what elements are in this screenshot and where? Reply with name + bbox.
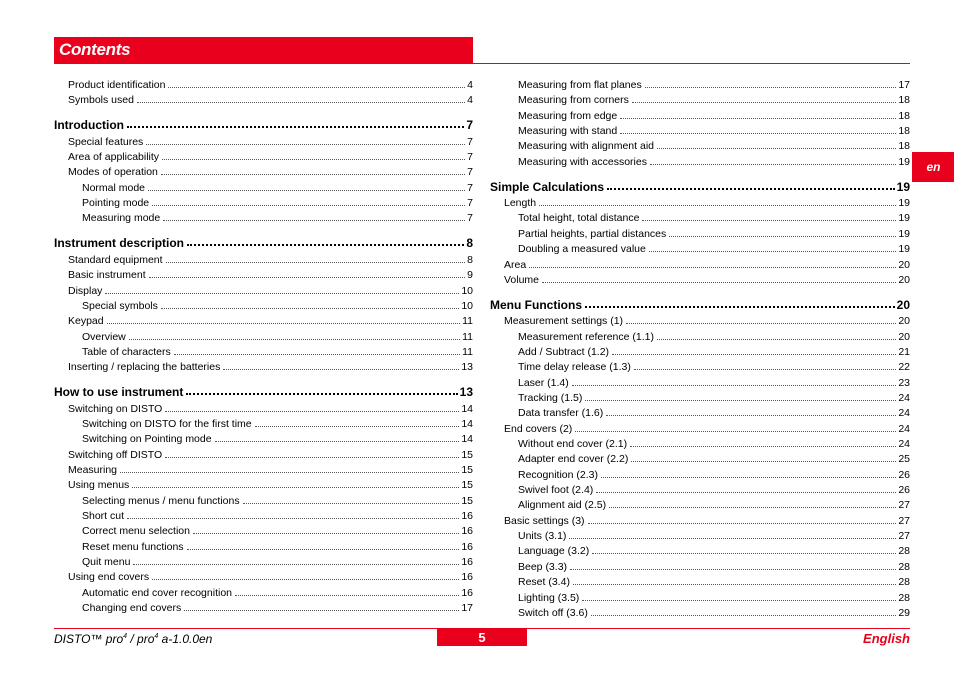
toc-entry[interactable]	[518, 123, 910, 137]
toc-entry-page: 28	[898, 591, 910, 604]
toc-leader-dots	[127, 125, 464, 128]
toc-entry-label: Introduction	[54, 118, 124, 133]
toc-entry[interactable]	[68, 267, 473, 281]
toc-leader-dots	[163, 219, 465, 221]
toc-entry[interactable]	[518, 436, 910, 450]
toc-leader-dots	[165, 456, 459, 458]
toc-entry[interactable]	[504, 421, 910, 435]
toc-entry-label: Adapter end cover (2.2)	[518, 453, 629, 466]
page-title: Contents	[59, 40, 131, 59]
toc-leader-dots	[148, 189, 465, 191]
toc-entry-page: 19	[898, 212, 910, 225]
toc-entry-label: Measuring from corners	[518, 94, 629, 107]
toc-entry-label: Instrument description	[54, 236, 185, 251]
toc-entry[interactable]	[82, 554, 473, 568]
toc-section-entry[interactable]	[490, 297, 910, 311]
toc-entry-page: 15	[461, 479, 473, 492]
toc-entry-label: Measuring with alignment aid	[518, 140, 654, 153]
toc-leader-dots	[596, 491, 896, 493]
toc-entry-page: 14	[461, 402, 473, 415]
toc-entry-page: 7	[467, 166, 473, 179]
toc-leader-dots	[166, 261, 466, 263]
toc-entry[interactable]	[518, 543, 910, 557]
toc-entry-page: 20	[898, 330, 910, 343]
toc-entry-label: Special features	[68, 135, 144, 148]
toc-entry[interactable]	[82, 523, 473, 537]
toc-leader-dots	[161, 307, 459, 309]
toc-entry[interactable]	[68, 569, 473, 583]
footer-sup-1: 4	[123, 633, 128, 640]
toc-leader-dots	[626, 322, 896, 324]
toc-entry-page: 20	[898, 315, 910, 328]
toc-entry-label: Switching on DISTO	[68, 402, 163, 415]
toc-entry-label: Total height, total distance	[518, 212, 640, 225]
toc-entry-page: 24	[898, 422, 910, 435]
toc-entry-label: Measuring with accessories	[518, 155, 647, 168]
toc-entry-page: 18	[898, 140, 910, 153]
toc-leader-dots	[133, 563, 459, 565]
toc-entry-label: Switching on Pointing mode	[82, 433, 212, 446]
toc-entry-label: Automatic end cover recognition	[82, 586, 232, 599]
toc-entry-page: 7	[467, 181, 473, 194]
footer-language: English	[863, 631, 910, 646]
toc-entry-page: 16	[461, 586, 473, 599]
toc-entry[interactable]	[518, 467, 910, 481]
toc-entry-page: 4	[467, 79, 473, 91]
toc-leader-dots	[162, 158, 465, 160]
toc-entry-page: 8	[466, 236, 473, 251]
toc-leader-dots	[649, 250, 896, 252]
toc-leader-dots	[607, 187, 895, 190]
toc-entry-page: 25	[898, 453, 910, 466]
toc-entry-page: 26	[898, 468, 910, 481]
toc-entry-label: Volume	[504, 273, 540, 286]
toc-entry-label: Doubling a measured value	[518, 243, 646, 256]
toc-entry-page: 11	[462, 345, 473, 358]
toc-entry[interactable]	[518, 329, 910, 343]
toc-leader-dots	[612, 353, 896, 355]
toc-entry-label: Simple Calculations	[490, 179, 605, 194]
toc-entry[interactable]	[82, 210, 473, 224]
toc-entry-page: 24	[898, 438, 910, 450]
toc-entry[interactable]	[82, 416, 473, 430]
toc-entry-label: Basic instrument	[68, 269, 146, 282]
toc-leader-dots	[539, 204, 896, 206]
toc-entry-page: 20	[898, 258, 910, 271]
toc-entry[interactable]	[518, 497, 910, 511]
toc-entry-page: 27	[898, 530, 910, 543]
toc-entry-label: Data transfer (1.6)	[518, 407, 604, 420]
toc-entry[interactable]	[82, 344, 473, 358]
toc-entry-page: 16	[461, 540, 473, 553]
toc-leader-dots	[223, 368, 459, 370]
toc-entry-page: 20	[898, 273, 910, 286]
toc-entry[interactable]	[82, 329, 473, 343]
toc-entry[interactable]	[82, 600, 473, 614]
toc-entry-page: 11	[462, 330, 473, 343]
toc-leader-dots	[657, 338, 896, 340]
toc-entry-label: Measuring	[68, 464, 118, 476]
toc-entry[interactable]	[518, 390, 910, 404]
toc-entry[interactable]	[504, 313, 910, 327]
toc-entry-label: Area of applicability	[68, 151, 160, 164]
toc-entry-page: 16	[461, 571, 473, 584]
toc-leader-dots	[168, 86, 465, 88]
toc-entry-page: 20	[896, 297, 910, 312]
toc-entry[interactable]	[518, 574, 910, 588]
toc-entry-label: Partial heights, partial distances	[518, 227, 667, 240]
toc-entry-label: Switch off (3.6)	[518, 606, 588, 619]
toc-entry[interactable]	[518, 590, 910, 604]
toc-entry-label: Symbols used	[68, 94, 134, 107]
toc-entry[interactable]	[68, 92, 473, 106]
toc-entry-page: 19	[898, 243, 910, 256]
toc-leader-dots	[620, 132, 896, 134]
toc-leader-dots	[631, 460, 896, 462]
toc-entry[interactable]	[518, 451, 910, 465]
toc-entry-page: 18	[898, 125, 910, 138]
toc-entry[interactable]	[82, 539, 473, 553]
toc-entry-page: 16	[461, 525, 473, 538]
toc-entry-label: Display	[68, 284, 103, 297]
toc-entry[interactable]	[518, 482, 910, 496]
toc-section-entry[interactable]	[54, 235, 473, 249]
toc-entry[interactable]	[518, 528, 910, 542]
toc-entry-label: Inserting / replacing the batteries	[68, 361, 221, 374]
footer-version: a-1.0.0en	[158, 632, 213, 646]
toc-entry-label: Basic settings (3)	[504, 514, 585, 527]
toc-entry-label: Table of characters	[82, 345, 171, 358]
toc-entry-label: Using menus	[68, 479, 130, 492]
toc-entry-page: 19	[898, 197, 910, 210]
toc-entry-label: Pointing mode	[82, 197, 150, 210]
toc-leader-dots	[235, 594, 459, 596]
toc-entry-label: Switching off DISTO	[68, 448, 163, 461]
toc-entry-label: Without end cover (2.1)	[518, 438, 628, 450]
toc-entry-label: Recognition (2.3)	[518, 468, 598, 481]
footer-product-mid: / pro	[127, 632, 155, 646]
toc-entry[interactable]	[68, 77, 473, 91]
toc-entry-page: 9	[467, 269, 473, 282]
toc-entry-label: Add / Subtract (1.2)	[518, 345, 610, 358]
toc-leader-dots	[588, 522, 897, 524]
toc-entry-page: 15	[461, 494, 473, 507]
toc-entry[interactable]	[518, 344, 910, 358]
toc-entry-page: 7	[467, 212, 473, 225]
toc-leader-dots	[585, 305, 895, 308]
toc-entry-label: Time delay release (1.3)	[518, 361, 631, 374]
toc-entry[interactable]	[518, 405, 910, 419]
toc-entry[interactable]	[68, 313, 473, 327]
toc-leader-dots	[152, 578, 459, 580]
toc-leader-dots	[585, 399, 896, 401]
toc-entry-label: End covers (2)	[504, 422, 573, 435]
toc-entry[interactable]	[68, 401, 473, 415]
toc-leader-dots	[606, 414, 896, 416]
toc-entry-page: 14	[461, 417, 473, 430]
toc-leader-dots	[105, 292, 459, 294]
toc-entry-page: 11	[462, 315, 473, 328]
toc-entry-label: Keypad	[68, 315, 104, 328]
toc-entry-page: 7	[466, 118, 473, 133]
toc-entry[interactable]	[68, 477, 473, 491]
toc-leader-dots	[632, 101, 896, 103]
toc-entry-label: Language (3.2)	[518, 545, 590, 558]
toc-entry-page: 15	[461, 448, 473, 461]
toc-entry-page: 24	[898, 391, 910, 404]
toc-entry-page: 18	[898, 109, 910, 122]
toc-entry-page: 14	[461, 433, 473, 446]
toc-entry-label: Overview	[82, 330, 126, 343]
page-number: 5	[437, 629, 527, 646]
toc-entry[interactable]	[68, 447, 473, 461]
toc-entry-label: Area	[504, 258, 527, 271]
language-tab[interactable]: en	[912, 152, 954, 182]
toc-entry[interactable]	[518, 375, 910, 389]
toc-entry-page: 19	[896, 179, 910, 194]
footer-product-name: DISTO™ pro	[54, 632, 124, 646]
toc-leader-dots	[127, 517, 459, 519]
header-rule	[473, 63, 910, 64]
toc-entry-label: How to use instrument	[54, 385, 184, 400]
toc-entry-label: Switching on DISTO for the first time	[82, 417, 252, 430]
toc-entry-label: Lighting (3.5)	[518, 591, 580, 604]
toc-entry-page: 15	[461, 464, 473, 476]
toc-leader-dots	[542, 281, 896, 283]
toc-entry-label: Reset (3.4)	[518, 576, 570, 589]
toc-leader-dots	[174, 353, 460, 355]
toc-entry-page: 27	[898, 514, 910, 527]
toc-entry-page: 16	[461, 510, 473, 523]
toc-entry[interactable]	[68, 252, 473, 266]
toc-entry[interactable]	[518, 77, 910, 91]
toc-entry[interactable]	[82, 585, 473, 599]
toc-leader-dots	[573, 583, 896, 585]
toc-leader-dots	[107, 322, 460, 324]
toc-entry[interactable]	[518, 138, 910, 152]
toc-entry-label: Changing end covers	[82, 602, 182, 615]
toc-leader-dots	[669, 235, 896, 237]
toc-entry-label: Menu Functions	[490, 297, 582, 312]
toc-leader-dots	[657, 147, 896, 149]
toc-entry[interactable]	[504, 513, 910, 527]
toc-entry-page: 13	[461, 361, 473, 374]
toc-leader-dots	[570, 568, 896, 570]
toc-entry-label: Beep (3.3)	[518, 560, 568, 573]
toc-leader-dots	[572, 384, 897, 386]
toc-entry[interactable]	[68, 164, 473, 178]
toc-leader-dots	[591, 614, 896, 616]
toc-entry[interactable]	[518, 226, 910, 240]
toc-leader-dots	[137, 101, 465, 103]
toc-leader-dots	[592, 552, 896, 554]
toc-entry[interactable]	[518, 92, 910, 106]
toc-entry[interactable]	[82, 180, 473, 194]
toc-leader-dots	[529, 266, 896, 268]
toc-entry-label: Measurement reference (1.1)	[518, 330, 654, 343]
toc-entry-page: 7	[467, 151, 473, 164]
toc-entry[interactable]	[82, 195, 473, 209]
toc-leader-dots	[609, 506, 896, 508]
toc-entry-label: Measuring with stand	[518, 125, 618, 138]
toc-entry[interactable]	[68, 283, 473, 297]
toc-entry[interactable]	[82, 431, 473, 445]
toc-entry-label: Laser (1.4)	[518, 376, 569, 389]
toc-entry[interactable]	[68, 149, 473, 163]
toc-entry-page: 8	[467, 253, 473, 266]
toc-entry[interactable]	[518, 559, 910, 573]
toc-entry[interactable]	[518, 108, 910, 122]
toc-entry-label: Tracking (1.5)	[518, 391, 583, 404]
toc-entry-page: 22	[898, 361, 910, 374]
toc-entry-page: 17	[898, 79, 910, 91]
toc-entry[interactable]	[82, 508, 473, 522]
toc-leader-dots	[634, 368, 896, 370]
toc-entry-label: Standard equipment	[68, 253, 163, 266]
toc-entry-label: Using end covers	[68, 571, 150, 584]
toc-leader-dots	[645, 86, 897, 88]
toc-section-entry[interactable]	[54, 117, 473, 131]
toc-entry-label: Alignment aid (2.5)	[518, 499, 607, 512]
toc-entry-page: 28	[898, 576, 910, 589]
toc-entry-page: 26	[898, 484, 910, 497]
toc-entry[interactable]	[68, 134, 473, 148]
toc-leader-dots	[187, 243, 464, 246]
toc-entry-page: 28	[898, 560, 910, 573]
toc-entry-label: Swivel foot (2.4)	[518, 484, 594, 497]
toc-leader-dots	[642, 219, 896, 221]
toc-leader-dots	[630, 445, 896, 447]
toc-leader-dots	[215, 440, 460, 442]
toc-entry-label: Measurement settings (1)	[504, 315, 624, 328]
toc-entry-page: 7	[467, 135, 473, 148]
toc-entry-label: Short cut	[82, 510, 125, 523]
toc-leader-dots	[601, 476, 896, 478]
toc-entry[interactable]	[518, 359, 910, 373]
toc-entry[interactable]	[68, 359, 473, 373]
footer-sup-2: 4	[154, 633, 159, 640]
toc-leader-dots	[582, 599, 896, 601]
toc-entry-label: Special symbols	[82, 299, 158, 312]
toc-leader-dots	[165, 410, 459, 412]
toc-entry-page: 19	[898, 155, 910, 168]
toc-entry-page: 18	[898, 94, 910, 107]
toc-entry[interactable]	[518, 210, 910, 224]
toc-entry[interactable]	[518, 605, 910, 619]
toc-entry-page: 19	[898, 227, 910, 240]
toc-entry-label: Correct menu selection	[82, 525, 190, 538]
toc-section-entry[interactable]	[54, 384, 473, 398]
toc-entry-label: Product identification	[68, 79, 166, 91]
toc-entry-page: 24	[898, 407, 910, 420]
toc-entry-page: 17	[461, 602, 473, 615]
toc-entry[interactable]	[504, 257, 910, 271]
toc-leader-dots	[243, 502, 460, 504]
toc-leader-dots	[620, 117, 896, 119]
toc-entry-page: 29	[898, 606, 910, 619]
toc-entry-page: 10	[461, 284, 473, 297]
toc-entry-page: 23	[898, 376, 910, 389]
toc-entry[interactable]	[68, 462, 473, 476]
toc-entry-label: Length	[504, 197, 537, 210]
toc-leader-dots	[132, 486, 459, 488]
toc-entry-page: 10	[461, 299, 473, 312]
toc-entry-page: 16	[461, 556, 473, 569]
toc-leader-dots	[152, 204, 465, 206]
footer-product	[54, 632, 212, 646]
toc-leader-dots	[129, 338, 460, 340]
toc-leader-dots	[650, 163, 896, 165]
toc-entry-page: 7	[467, 197, 473, 210]
toc-entry-label: Units (3.1)	[518, 530, 567, 543]
toc-entry-page: 27	[898, 499, 910, 512]
toc-entry-label: Measuring from edge	[518, 109, 618, 122]
toc-entry[interactable]	[504, 195, 910, 209]
toc-entry-page: 13	[459, 385, 473, 400]
toc-entry[interactable]	[504, 272, 910, 286]
toc-section-entry[interactable]	[490, 179, 910, 193]
toc-leader-dots	[569, 537, 896, 539]
toc-leader-dots	[186, 392, 457, 395]
toc-entry[interactable]	[518, 154, 910, 168]
toc-entry-label: Measuring mode	[82, 212, 161, 225]
toc-entry-label: Quit menu	[82, 556, 131, 569]
toc-leader-dots	[255, 425, 460, 427]
toc-entry-label: Reset menu functions	[82, 540, 184, 553]
toc-leader-dots	[146, 143, 465, 145]
toc-leader-dots	[187, 548, 460, 550]
toc-entry-label: Normal mode	[82, 181, 146, 194]
toc-entry-page: 4	[467, 94, 473, 107]
toc-entry-label: Modes of operation	[68, 166, 158, 179]
toc-leader-dots	[575, 430, 896, 432]
toc-entry-label: Measuring from flat planes	[518, 79, 642, 91]
toc-leader-dots	[193, 532, 459, 534]
toc-entry-page: 28	[898, 545, 910, 558]
toc-leader-dots	[184, 609, 459, 611]
toc-entry-page: 21	[898, 345, 910, 358]
toc-entry[interactable]	[82, 493, 473, 507]
toc-entry[interactable]	[82, 298, 473, 312]
toc-leader-dots	[149, 276, 466, 278]
toc-entry-label: Selecting menus / menu functions	[82, 494, 240, 507]
toc-leader-dots	[120, 471, 459, 473]
toc-leader-dots	[161, 173, 465, 175]
toc-entry[interactable]	[518, 241, 910, 255]
